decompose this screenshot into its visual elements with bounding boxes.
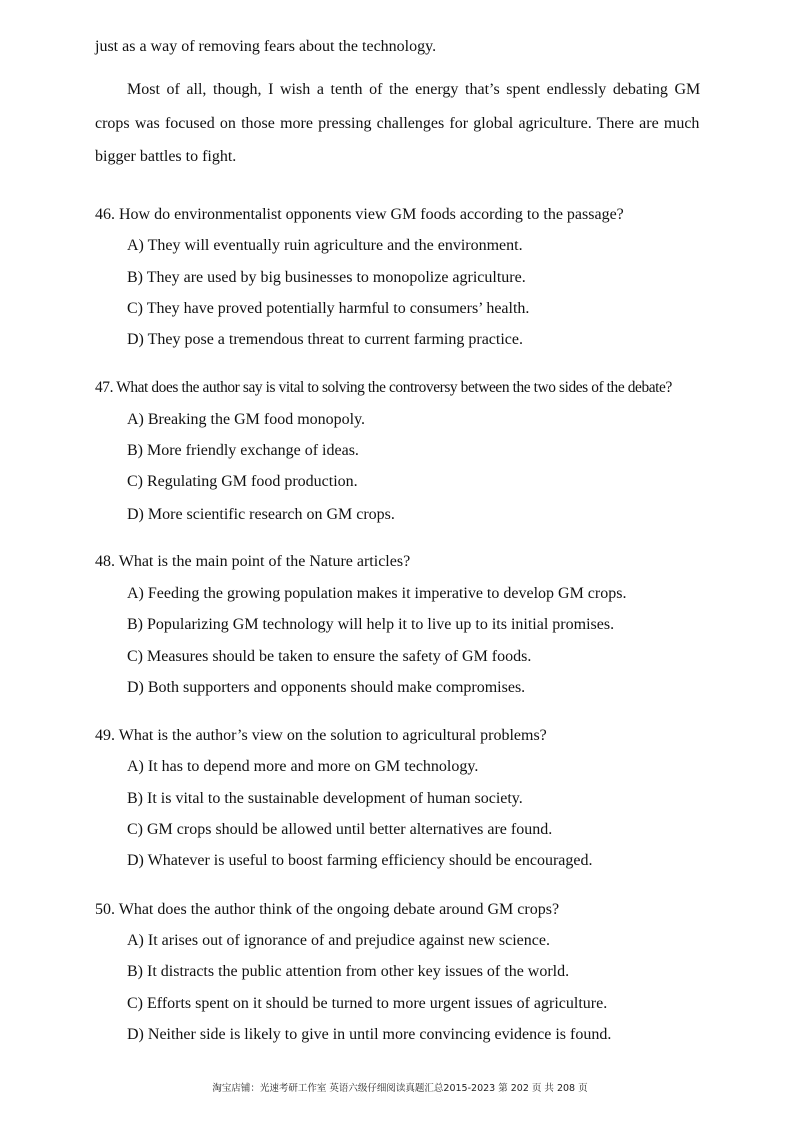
option-d: D) They pose a tremendous threat to current farming practice. [127,331,523,348]
option-a: A) They will eventually ruin agriculture and the environment. [127,237,523,254]
option-a: A) It has to depend more and more on GM technology. [127,758,479,775]
option-b: B) They are used by big businesses to monopolize agriculture. [127,269,526,286]
option-c: C) Measures should be taken to ensure the safety of GM foods. [127,648,532,665]
option-b: B) It is vital to the sustainable development of human society. [127,790,523,807]
question-text: 50. What does the author think of the ongoing debate around GM crops? [95,901,560,918]
option-b: B) It distracts the public attention from other key issues of the world. [127,963,570,980]
option-d: D) Neither side is likely to give in until more convincing evidence is found. [127,1026,612,1043]
paragraph-line: crops was focused on those more pressing challenges for global agriculture. There are much [95,115,700,132]
option-c: C) Regulating GM food production. [127,473,358,490]
passage-continuation-line: just as a way of removing fears about the technology. [95,38,437,55]
option-c: C) Efforts spent on it should be turned to more urgent issues of agriculture. [127,995,608,1012]
question-text: 49. What is the author’s view on the solution to agricultural problems? [95,727,547,744]
paragraph-line: bigger battles to fight. [95,148,237,165]
option-c: C) They have proved potentially harmful to consumers’ health. [127,300,530,317]
option-b: B) Popularizing GM technology will help it to live up to its initial promises. [127,616,615,633]
option-a: A) Feeding the growing population makes it imperative to develop GM crops. [127,585,627,602]
paragraph-line: Most of all, though, I wish a tenth of the energy that’s spent endlessly debating GM [127,81,701,98]
question-text: 46. How do environmentalist opponents view GM foods according to the passage? [95,206,624,223]
option-b: B) More friendly exchange of ideas. [127,442,359,459]
option-d: D) Whatever is useful to boost farming efficiency should be encouraged. [127,852,593,869]
option-a: A) It arises out of ignorance of and prejudice against new science. [127,932,550,949]
option-c: C) GM crops should be allowed until better alternatives are found. [127,821,553,838]
page-footer: 淘宝店铺：光速考研工作室 英语六级仔细阅读真题汇总2015-2023 第 202 页 共 208 页 [212,1083,588,1094]
option-a: A) Breaking the GM food monopoly. [127,411,366,428]
question-text: 47. What does the author say is vital to solving the controversy between the two sides of the debate? [95,379,672,396]
question-text: 48. What is the main point of the Nature articles? [95,553,411,570]
option-d: D) More scientific research on GM crops. [127,506,395,523]
option-d: D) Both supporters and opponents should make compromises. [127,679,526,696]
